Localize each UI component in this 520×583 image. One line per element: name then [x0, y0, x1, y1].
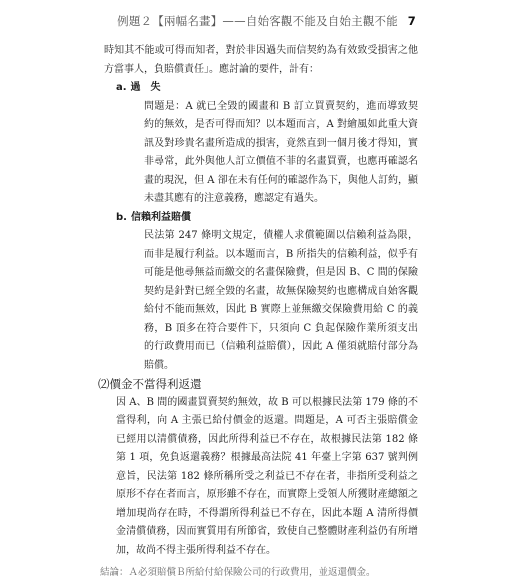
- section-a: [104, 79, 418, 209]
- section-2-label: ⑵: [98, 377, 110, 391]
- document-body: [98, 42, 418, 583]
- section-b-heading: [116, 209, 418, 228]
- section-a-label: a.: [116, 82, 127, 93]
- section-b-paragraph: 民法第 247 條明文規定，債權人求償範圍以信賴利益為限，而非是履行利益。以本題而言，B 所指失的信賴利益，似乎有可能是他尋無益而繳交的名畫保險費，但是因 B、C 間的保險契約是針對已經全毀的名畫，故無保險契約也應構成自始客觀給付不能而無效，因此 B 實際上並無繳交保險費用給 C 的義務，B 頂多在符合要件下，只須向 C 負起保險作業所須支出的行政費用而已（信賴利益賠償），因此 A 僅須就賠付部分為賠償。: [144, 230, 418, 371]
- running-header: [117, 13, 416, 29]
- section-b-label: b.: [116, 211, 127, 223]
- section-a-paragraph: 問題是：A 就已全毀的國畫和 B 訂立買賣契約，進而導致契約的無效，是否可得而知？以本題而言，A 對繪風如此重大資訊及對珍貴名畫所造成的損害，竟然直到一個月後才得知，實非尋常，此外與他人訂立價值不菲的名畫買賣，也應再確認名畫的現況，但 A 卻在未有任何的確認作為下，與他人訂約，顯未盡其應有的注意義務，應認定有過失。: [144, 100, 418, 204]
- running-title: 例題２【兩幅名畫】——自始客觀不能及自始主觀不能: [117, 14, 398, 28]
- page-number: 7: [407, 14, 416, 28]
- section-2-heading: [98, 375, 418, 394]
- conclusion: 結論：Ａ必須賠償Ｂ所給付給保險公司的行政費用，並返還價金。: [100, 567, 376, 578]
- section-2-title: 價金不當得利返還: [109, 377, 202, 391]
- section-a-title: 過 失: [130, 82, 161, 93]
- section-2-paragraph: 因 A、B 間的國畫買賣契約無效，故 B 可以根據民法第 179 條的不當得利，向 A 主張已給付價金的返還。問題是，A 可否主張賠償金已經用以清償債務，因此所得利益已不存在，故根據民法第 182 條第 1 項，免負返還義務？根據最高法院 41 年臺上字第 637 號判例意旨，民法第 182 條所稱所受之利益已不存在者，非指所受利益之原形不存在者而言，原形雖不存在，而實際上受領人所獲財產總額之增加現尚存在時，不得謂所得利益已不存在，因此本題 A 清所得價金清償債務，因而實質用有所節省，致使自己整體財產利益仍有所增加，故尚不得主張所得利益不存在。: [116, 396, 418, 556]
- section-b-title: 信賴利益賠償: [130, 211, 191, 223]
- section-b: [104, 209, 418, 376]
- section-a-heading: [116, 79, 418, 98]
- intro-paragraph: 時知其不能或可得而知者，對於非因過失而信契約為有效致受損害之他方當事人，負賠償責任」。應討論的要件，計有：: [104, 45, 418, 75]
